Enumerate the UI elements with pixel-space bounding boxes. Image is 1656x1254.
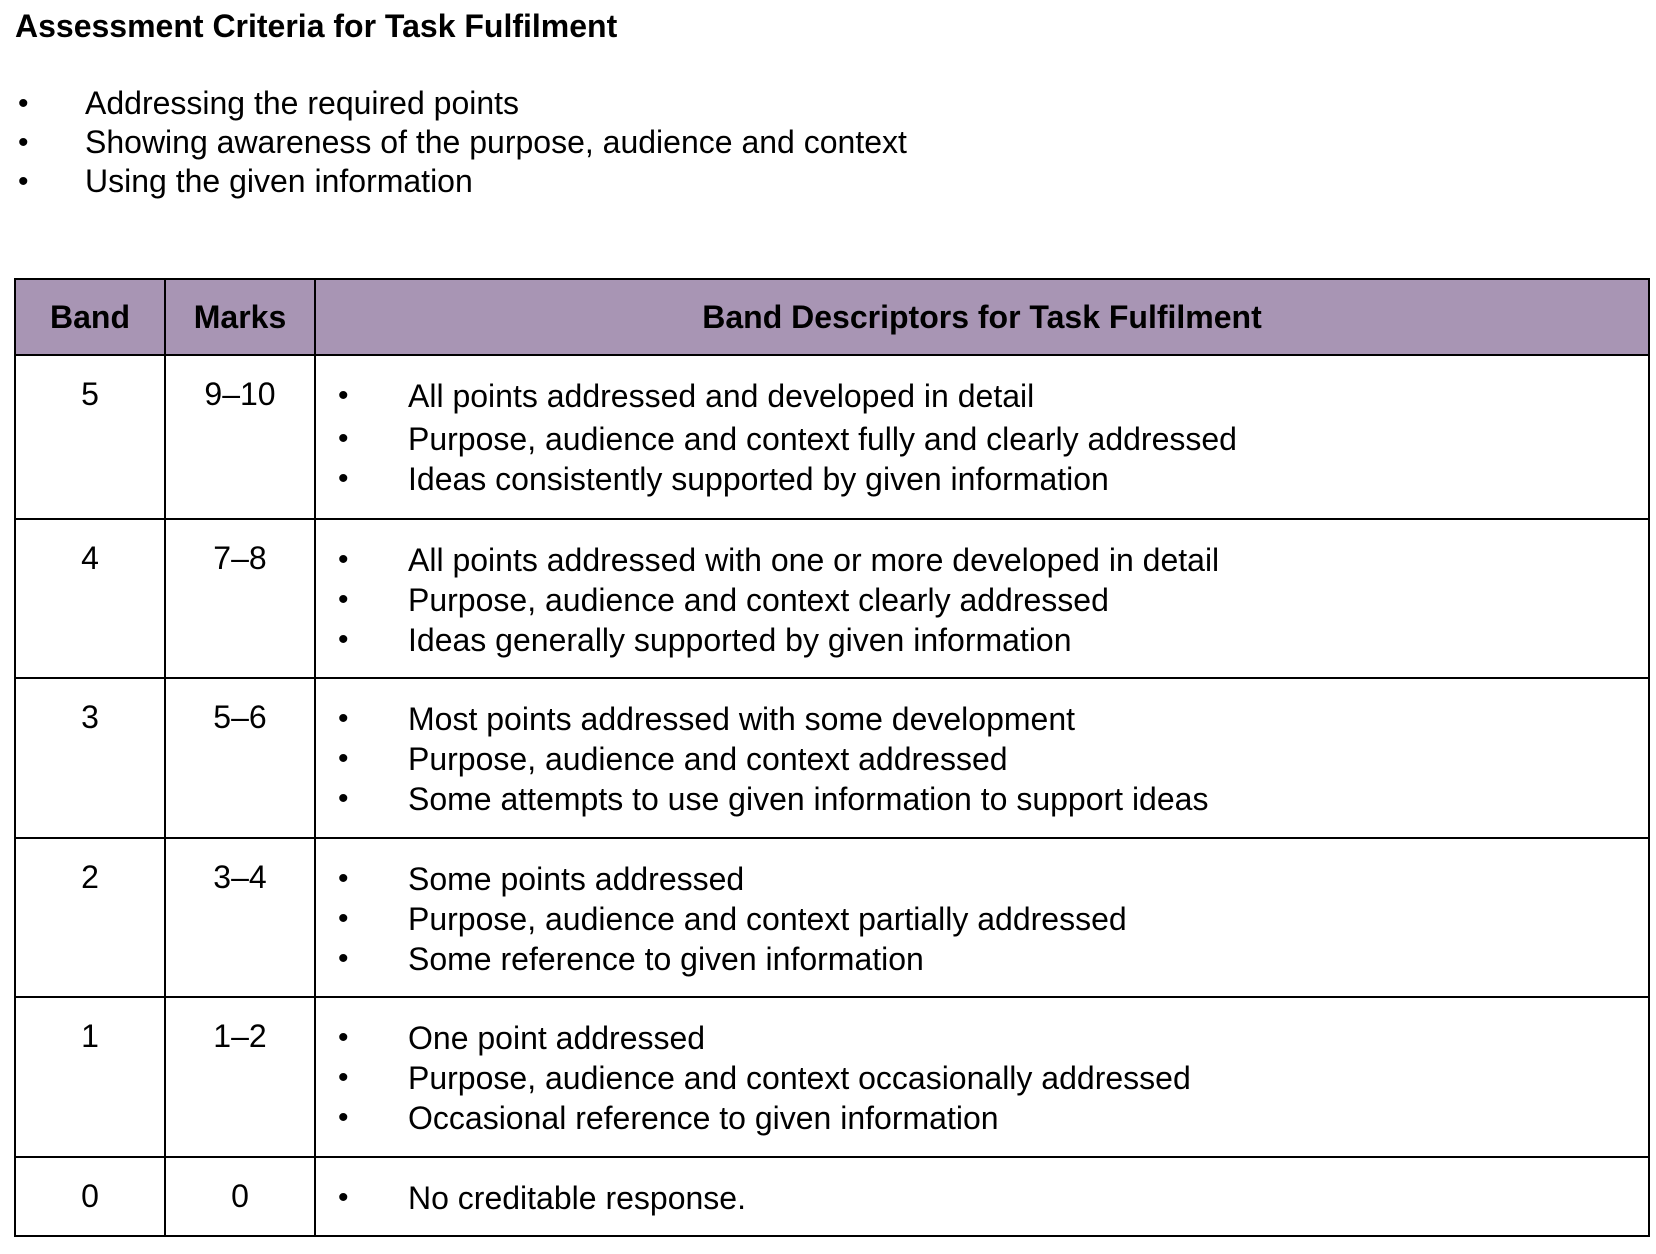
criteria-text: Showing awareness of the purpose, audience and context [85, 124, 907, 160]
descriptor-text: No creditable response. [408, 1180, 746, 1216]
header-descriptors: Band Descriptors for Task Fulfilment [315, 279, 1649, 355]
descriptor-list [316, 376, 1648, 499]
descriptors-cell [315, 997, 1649, 1157]
marks-cell: 9–10 [165, 355, 315, 519]
descriptors-cell [315, 838, 1649, 997]
descriptor-list [316, 1178, 1648, 1218]
descriptor-text: Ideas generally supported by given information [408, 622, 1072, 658]
descriptor-item [316, 899, 1648, 939]
table-row-band-0 [15, 1157, 1649, 1236]
descriptor-list [316, 699, 1648, 819]
header-band: Band [15, 279, 165, 355]
descriptor-item [316, 739, 1648, 779]
bullet-icon: • [338, 623, 349, 656]
table-body [15, 355, 1649, 1236]
band-cell: 1 [15, 997, 165, 1157]
descriptor-item [316, 459, 1648, 499]
bullet-icon: • [338, 1021, 349, 1054]
band-cell: 3 [15, 678, 165, 838]
descriptor-text: Purpose, audience and context addressed [408, 741, 1008, 777]
band-descriptors-table [14, 278, 1650, 1237]
band-cell: 4 [15, 519, 165, 678]
descriptors-cell [315, 678, 1649, 838]
band-cell: 2 [15, 838, 165, 997]
header-marks: Marks [165, 279, 315, 355]
bullet-icon: • [338, 462, 349, 495]
descriptor-text: Occasional reference to given information [408, 1100, 999, 1136]
descriptors-cell [315, 1157, 1649, 1236]
descriptor-item [316, 620, 1648, 660]
descriptor-item [316, 376, 1648, 416]
table-row-band-2 [15, 838, 1649, 997]
descriptor-item [316, 779, 1648, 819]
descriptor-text: Most points addressed with some development [408, 701, 1076, 737]
descriptor-item [316, 1178, 1648, 1218]
descriptors-cell [315, 519, 1649, 678]
descriptor-text: Purpose, audience and context occasionally addressed [408, 1060, 1191, 1096]
criteria-item [0, 123, 907, 162]
descriptor-item [316, 939, 1648, 979]
descriptor-item [316, 859, 1648, 899]
criteria-text: Addressing the required points [85, 85, 520, 121]
table-row-band-1 [15, 997, 1649, 1157]
band-cell: 0 [15, 1157, 165, 1236]
marks-cell: 5–6 [165, 678, 315, 838]
band-cell: 5 [15, 355, 165, 519]
descriptor-list [316, 859, 1648, 979]
marks-cell: 3–4 [165, 838, 315, 997]
bullet-icon: • [338, 422, 349, 455]
table-header-row [15, 279, 1649, 355]
table-header [15, 279, 1649, 355]
descriptor-text: Purpose, audience and context partially addressed [408, 901, 1127, 937]
descriptor-text: Purpose, audience and context fully and clearly addressed [408, 421, 1237, 457]
bullet-icon: • [338, 1061, 349, 1094]
descriptor-text: Some reference to given information [408, 941, 924, 977]
bullet-icon: • [338, 862, 349, 895]
bullet-icon: • [338, 742, 349, 775]
descriptor-item [316, 1058, 1648, 1098]
criteria-text: Using the given information [85, 163, 473, 199]
descriptor-text: Ideas consistently supported by given information [408, 461, 1109, 497]
descriptor-list [316, 1018, 1648, 1138]
bullet-icon: • [338, 782, 349, 815]
descriptor-item [316, 540, 1648, 580]
descriptor-text: All points addressed and developed in detail [408, 378, 1035, 414]
descriptor-text: Some points addressed [408, 861, 745, 897]
criteria-item [0, 162, 907, 201]
bullet-icon: • [338, 902, 349, 935]
descriptor-text: Purpose, audience and context clearly addressed [408, 582, 1109, 618]
page-title: Assessment Criteria for Task Fulfilment [15, 8, 618, 44]
bullet-icon: • [18, 87, 29, 120]
descriptor-item [316, 1098, 1648, 1138]
marks-cell: 0 [165, 1157, 315, 1236]
criteria-list [0, 84, 907, 201]
descriptors-cell [315, 355, 1649, 519]
bullet-icon: • [338, 1181, 349, 1214]
bullet-icon: • [338, 379, 349, 412]
descriptor-text: Some attempts to use given information to support ideas [408, 781, 1209, 817]
table-row-band-3 [15, 678, 1649, 838]
bullet-icon: • [18, 126, 29, 159]
bullet-icon: • [338, 1101, 349, 1134]
table-row-band-4 [15, 519, 1649, 678]
marks-cell: 7–8 [165, 519, 315, 678]
bullet-icon: • [18, 165, 29, 198]
descriptor-item [316, 1018, 1648, 1058]
bullet-icon: • [338, 942, 349, 975]
table-row-band-5 [15, 355, 1649, 519]
bullet-icon: • [338, 543, 349, 576]
descriptor-text: One point addressed [408, 1020, 706, 1056]
bullet-icon: • [338, 702, 349, 735]
descriptor-list [316, 540, 1648, 660]
marks-cell: 1–2 [165, 997, 315, 1157]
descriptor-item [316, 699, 1648, 739]
descriptor-item [316, 580, 1648, 620]
bullet-icon: • [338, 583, 349, 616]
criteria-item [0, 84, 907, 123]
descriptor-item [316, 419, 1648, 459]
descriptor-text: All points addressed with one or more developed in detail [408, 542, 1220, 578]
